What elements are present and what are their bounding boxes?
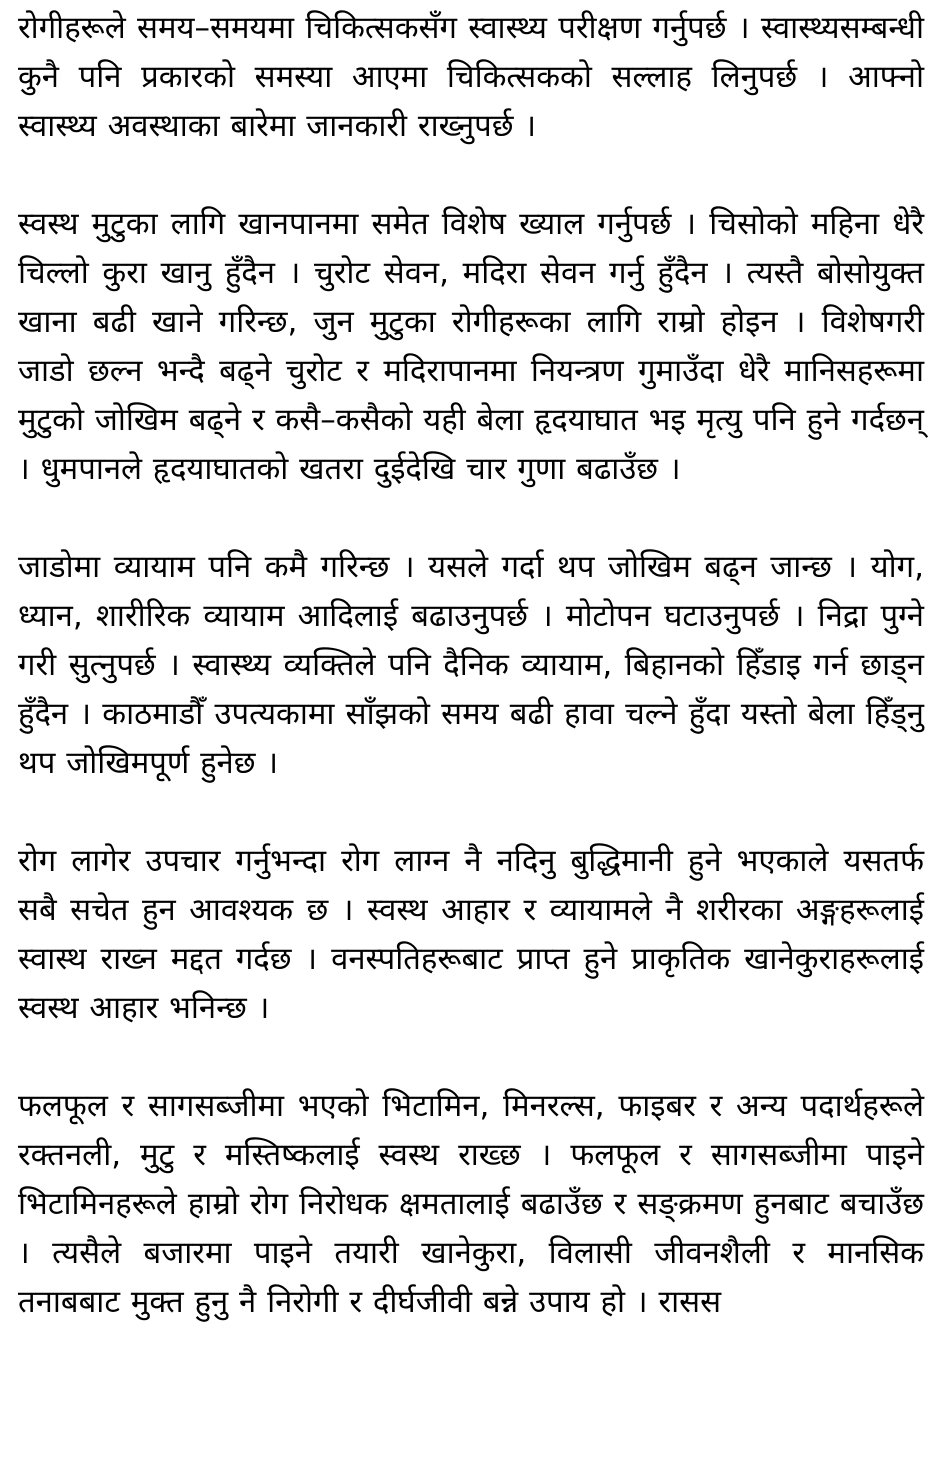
article-body [18, 4, 924, 1327]
paragraph-exercise: जाडोमा व्यायाम पनि कमै गरिन्छ । यसले गर्दा थप जोखिम बढ्न जान्छ । योग, ध्यान, शारीरिक व्यायाम आदिलाई बढाउनुपर्छ । मोटोपन घटाउनुपर्छ । निद्रा पुग्ने गरी सुत्नुपर्छ । स्वास्थ्य व्यक्तिले पनि दैनिक व्यायाम, बिहानको हिँडाइ गर्न छाड्न हुँदैन । काठमाडौँ उपत्यकामा साँझको समय बढी हावा चल्ने हुँदा यस्तो बेला हिँड्नु थप जोखिमपूर्ण हुनेछ । [18, 549, 924, 781]
paragraph-checkups: रोगीहरूले समय–समयमा चिकित्सकसँग स्वास्थ्य परीक्षण गर्नुपर्छ । स्वास्थ्यसम्बन्धी कुनै पनि प्रकारको समस्या आएमा चिकित्सकको सल्लाह लिनुपर्छ । आफ्नो स्वास्थ्य अवस्थाका बारेमा जानकारी राख्नुपर्छ । [18, 10, 924, 144]
paragraph-nutrition: फलफूल र सागसब्जीमा भएको भिटामिन, मिनरल्स, फाइबर र अन्य पदार्थहरूले रक्तनली, मुटु र मस्तिष्कलाई स्वस्थ राख्छ । फलफूल र सागसब्जीमा पाइने भिटामिनहरूले हाम्रो रोग निरोधक क्षमतालाई बढाउँछ र सङ्क्रमण हुनबाट बचाउँछ । त्यसैले बजारमा पाइने तयारी खानेकुरा, विलासी जीवनशैली र मानसिक तनाबबाट मुक्त हुनु नै निरोगी र दीर्घजीवी बन्ने उपाय हो । रासस [18, 1088, 924, 1320]
paragraph-diet: स्वस्थ मुटुका लागि खानपानमा समेत विशेष ख्याल गर्नुपर्छ । चिसोको महिना धेरै चिल्लो कुरा खानु हुँदैन । चुरोट सेवन, मदिरा सेवन गर्नु हुँदैन । त्यस्तै बोसोयुक्त खाना बढी खाने गरिन्छ, जुन मुटुका रोगीहरूका लागि राम्रो होइन । विशेषगरी जाडो छल्न भन्दै बढ्ने चुरोट र मदिरापानमा नियन्त्रण गुमाउँदा धेरै मानिसहरूमा मुटुको जोखिम बढ्ने र कसै–कसैको यही बेला हृदयाघात भइ मृत्यु पनि हुने गर्दछन् । धुमपानले हृदयाघातको खतरा दुईदेखि चार गुणा बढाउँछ । [18, 206, 924, 487]
paragraph-prevention: रोग लागेर उपचार गर्नुभन्दा रोग लाग्न नै नदिनु बुद्धिमानी हुने भएकाले यसतर्फ सबै सचेत हुन आवश्यक छ । स्वस्थ आहार र व्यायामले नै शरीरका अङ्गहरूलाई स्वास्थ राख्न मद्दत गर्दछ । वनस्पतिहरूबाट प्राप्त हुने प्राकृतिक खानेकुराहरूलाई स्वस्थ आहार भनिन्छ । [18, 843, 924, 1026]
